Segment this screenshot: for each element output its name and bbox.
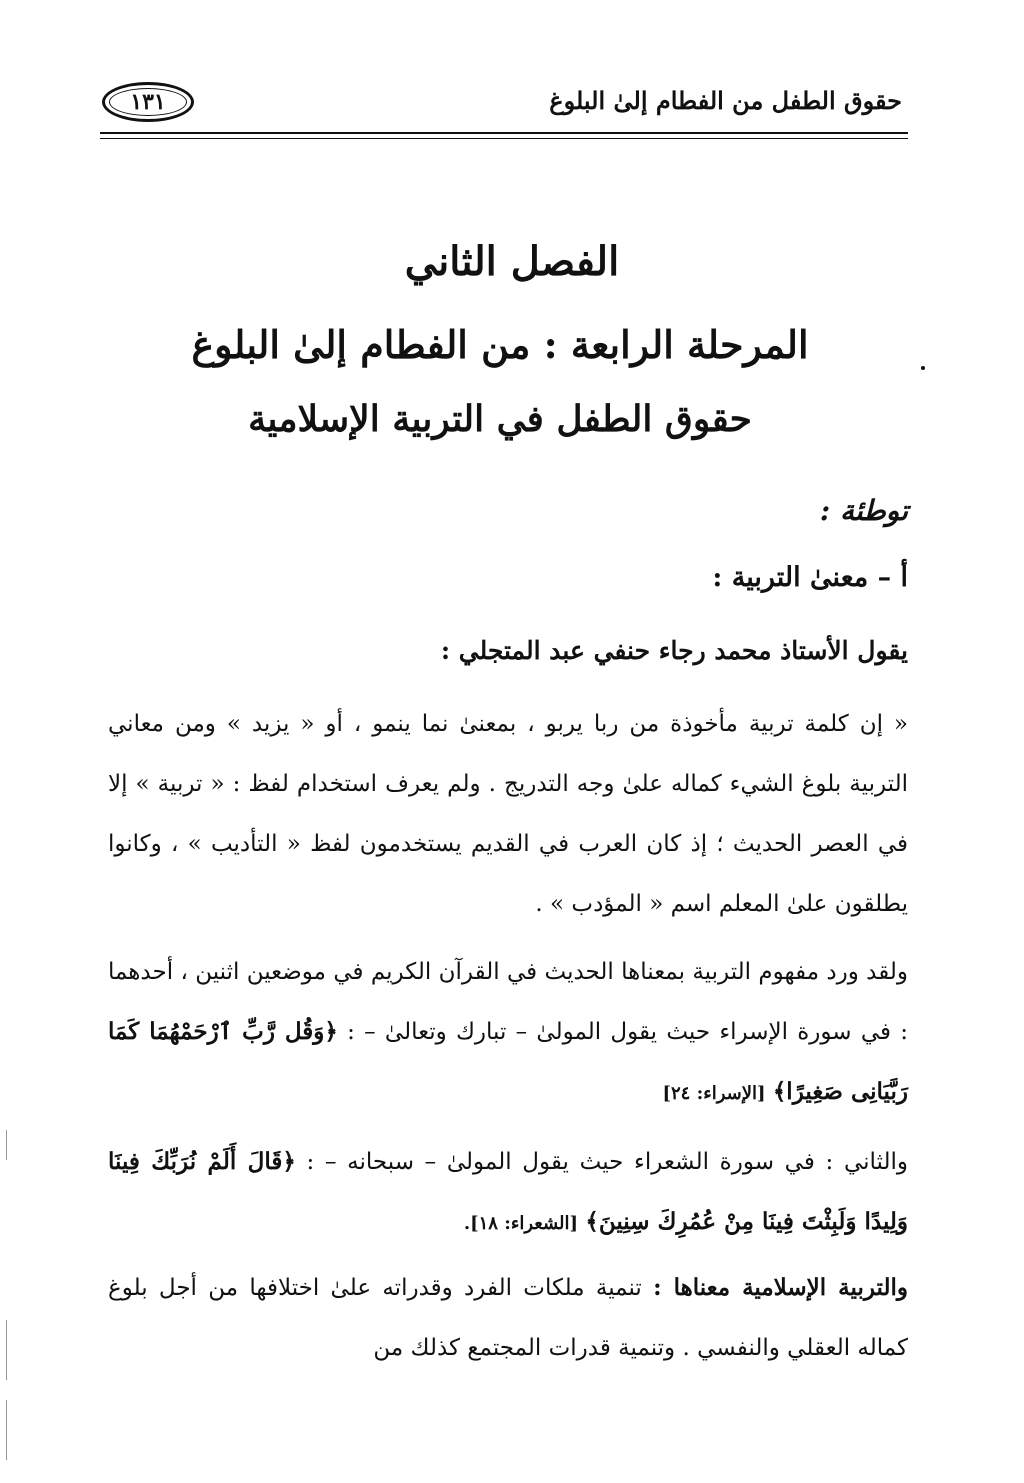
paragraph-1: « إن كلمة تربية مأخوذة من ربا يربو ، بمعنىٰ نما ينمو ، أو « يزيد » ومن معاني التربية بلوغ الشيء كماله علىٰ وجه التدريج . ولم يعرف استخدام لفظ : « تربية » إلا في العصر الحديث ؛ إذ كان العرب في القديم يستخدمون لفظ « التأديب » ، وكانوا يطلقون علىٰ المعلم اسم « المؤدب » . [108,711,908,917]
paragraph-2 [108,942,908,1124]
paragraph-3 [108,1132,908,1254]
scan-margin-mark [6,1130,7,1160]
intro-heading: توطئة : [819,494,908,527]
paragraph-4-text: تنمية ملكات الفرد وقدراته علىٰ اختلافها من أجل بلوغ كماله العقلي والنفسي . وتنمية قدرات المجتمع كذلك من [108,1275,908,1361]
paragraph-3-text: والثاني : في سورة الشعراء حيث يقول المولىٰ – سبحانه – : [306,1149,908,1175]
section-a-heading: أ – معنىٰ التربية : [712,562,908,593]
scan-margin-mark [6,1400,7,1460]
stage-title: المرحلة الرابعة : من الفطام إلىٰ البلوغ [191,322,809,367]
scan-margin-mark [6,1320,7,1380]
verse-shuara: ﴿قَالَ أَلَمْ نُرَبِّكَ فِينَا وَلِيدًا وَلَبِثْتَ فِينَا مِنْ عُمُرِكَ سِنِينَ﴾ [108,1148,908,1235]
paragraph-4 [108,1258,908,1378]
running-header [100,78,912,128]
verse-isra-ref: [الإسراء: ٢٤] [662,1083,766,1104]
quote-intro: يقول الأستاذ محمد رجاء حنفي عبد المتجلي : [440,636,908,665]
header-divider-thin [100,138,908,139]
stray-dot [921,366,925,370]
verse-isra: ﴿وَقُل رَّبِّ ٱرْحَمْهُمَا كَمَا رَبَّيَانِى صَغِيرًا﴾ [108,1018,908,1105]
header-divider [100,132,908,134]
rights-title: حقوق الطفل في التربية الإسلامية [248,398,752,440]
paragraph-2-text: ولقد ورد مفهوم التربية بمعناها الحديث في القرآن الكريم في موضعين اثنين ، أحدهما : في سورة الإسراء حيث يقول المولىٰ – تبارك وتعالىٰ – : [108,959,908,1045]
chapter-title: الفصل الثاني [404,238,620,285]
page-number: ١٣١ [102,82,194,122]
paragraph-4-lead: والتربية الإسلامية معناها : [653,1274,908,1301]
running-title: حقوق الطفل من الفطام إلىٰ البلوغ [549,86,902,115]
verse-shuara-ref: [الشعراء: ١٨]. [463,1213,579,1234]
